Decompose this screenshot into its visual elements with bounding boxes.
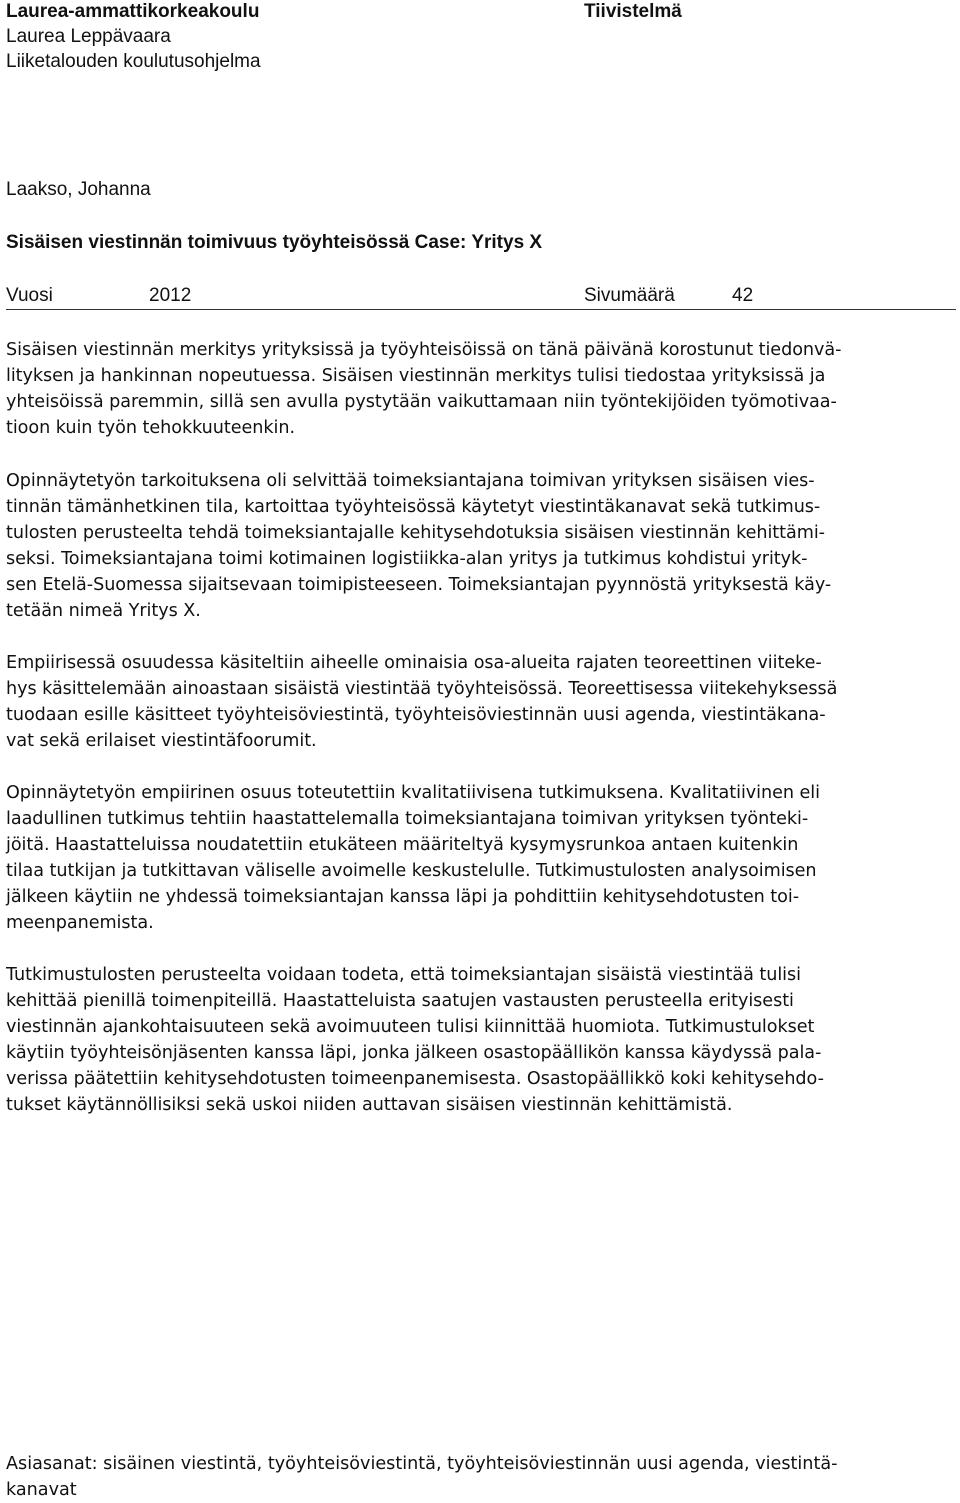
text-line: sen Etelä-Suomessa sijaitsevaan toimipisteeseen. Toimeksiantajan pyynnöstä yrityksestä käy- [6,575,832,595]
abstract-body [6,337,956,1144]
text-line: vat sekä erilaiset viestintäfoorumit. [6,731,317,751]
keywords [6,1451,956,1503]
text-line: jöitä. Haastatteluissa noudatettiin etukäteen määriteltyä kysymysrunkoa antaen kuitenkin [6,835,799,855]
text-line: tinnän tämänhetkinen tila, kartoittaa työyhteisössä käytetyt viestintäkanavat sekä tutkimus- [6,497,821,517]
text-line: laadullinen tutkimus tehtiin haastattelemalla toimeksiantajana toimivan yrityksen työnteki- [6,809,809,829]
text-line: kehittää pienillä toimenpiteillä. Haastatteluista saatujen vastausten perusteella erityisesti [6,991,794,1011]
text-line: tuodaan esille käsitteet työyhteisöviestintä, työyhteisöviestinnän uusi agenda, viestintäkana- [6,705,826,725]
year-value: 2012 [149,285,192,306]
text-line: viestinnän ajankohtaisuuteen sekä avoimuuteen tulisi kiinnittää huomiota. Tutkimustulokset [6,1017,815,1037]
page-count-label: Sivumäärä [584,285,675,306]
document-type: Tiivistelmä [584,1,682,22]
text-line: jälkeen käytiin ne yhdessä toimeksiantajan kanssa läpi ja pohdittiin kehitysehdotusten toi- [6,887,800,907]
text-line: tilaa tutkijan ja tutkittavan väliselle avoimelle keskustelulle. Tutkimustulosten analysoimisen [6,861,817,881]
abstract-paragraph-5 [6,962,956,1118]
campus-name: Laurea Leppävaara [6,26,171,47]
text-line: Tutkimustulosten perusteelta voidaan todeta, että toimeksiantajan sisäistä viestintää tulisi [6,965,801,985]
text-line: tukset käytännöllisiksi sekä uskoi niiden auttavan sisäisen viestinnän kehittämistä. [6,1095,733,1115]
abstract-paragraph-3 [6,650,956,754]
text-line: verissa päätettiin kehitysehdotusten toimeenpanemisesta. Osastopäällikkö koki kehitysehdo- [6,1069,824,1089]
document-header [6,0,261,74]
institution-name: Laurea-ammattikorkeakoulu [6,1,260,22]
abstract-paragraph-1 [6,337,956,441]
text-line: tetään nimeä Yritys X. [6,601,201,621]
text-line: meenpanemista. [6,913,154,933]
text-line: Empiirisessä osuudessa käsiteltiin aiheelle ominaisia osa-alueita rajaten teoreettinen viiteke- [6,653,822,673]
text-line: tulosten perusteelta tehdä toimeksiantajalle kehitysehdotuksia sisäisen viestinnän kehittämi- [6,523,825,543]
text-line: käytiin työyhteisönjäsenten kanssa läpi, jonka jälkeen osastopäällikön kanssa käydyssä pala- [6,1043,822,1063]
text-line: Opinnäytetyön tarkoituksena oli selvittää toimeksiantajana toimivan yrityksen sisäisen vies- [6,471,815,491]
author-name: Laakso, Johanna [6,179,151,200]
text-line: yhteisöissä paremmin, sillä sen avulla pystytään vaikuttamaan niin työntekijöiden työmotivaa- [6,392,837,412]
text-line: lityksen ja hankinnan nopeutuessa. Sisäisen viestinnän merkitys tulisi tiedostaa yrityksissä ja [6,366,826,386]
text-line: Sisäisen viestinnän merkitys yrityksissä ja työyhteisöissä on tänä päivänä korostunut tiedonvä- [6,340,842,360]
keywords-line: Asiasanat: sisäinen viestintä, työyhteisöviestintä, työyhteisöviestinnän uusi agenda, viestintä- [6,1454,838,1474]
text-line: tioon kuin työn tehokkuuteenkin. [6,418,295,438]
abstract-paragraph-2 [6,468,956,624]
page-count-value: 42 [732,285,754,306]
meta-row [6,283,956,310]
text-line: Opinnäytetyön empiirinen osuus toteutettiin kvalitatiivisena tutkimuksena. Kvalitatiivinen eli [6,783,820,803]
keywords-line: kanavat [6,1480,77,1500]
year-label: Vuosi [6,285,53,306]
thesis-title: Sisäisen viestinnän toimivuus työyhteisössä Case: Yritys X [6,232,543,253]
text-line: hys käsittelemään ainoastaan sisäistä viestintää työyhteisössä. Teoreettisessa viitekehyksessä [6,679,838,699]
degree-programme: Liiketalouden koulutusohjelma [6,51,261,72]
abstract-paragraph-4 [6,780,956,936]
text-line: seksi. Toimeksiantajana toimi kotimainen logistiikka-alan yritys ja tutkimus kohdistui yrityk- [6,549,808,569]
